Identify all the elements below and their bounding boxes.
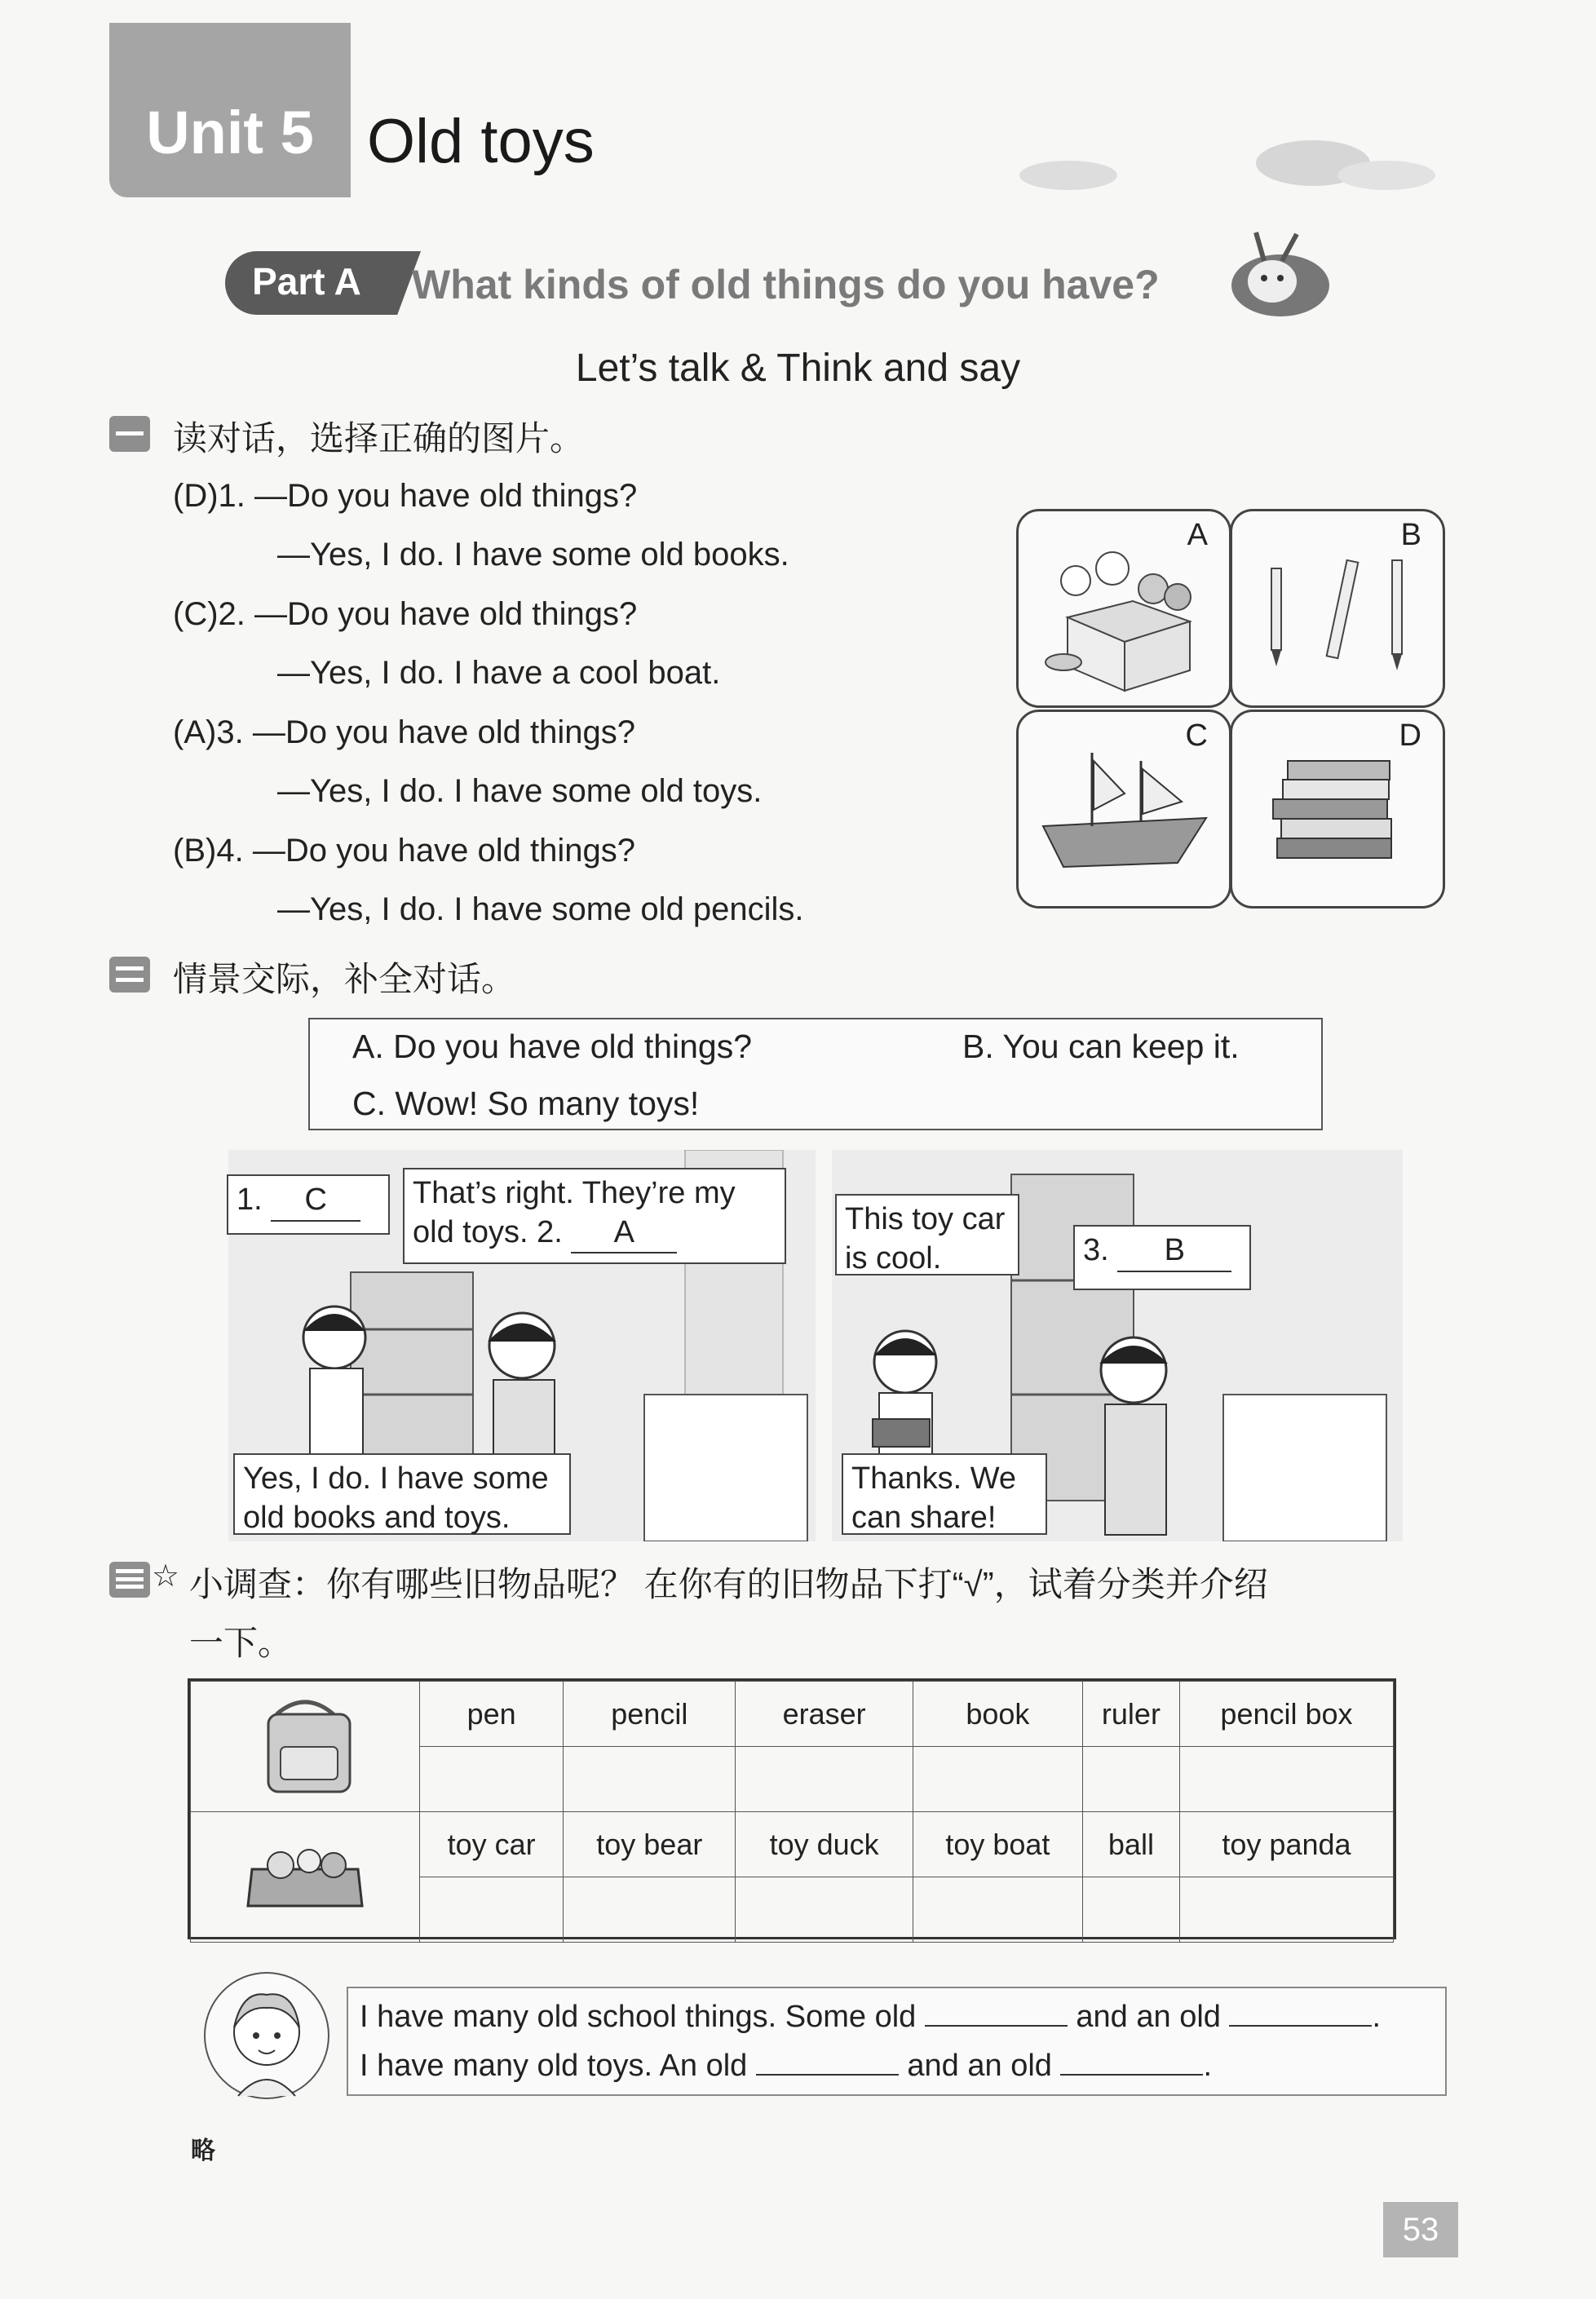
answer-note: 略 (191, 2138, 215, 2164)
check-cell[interactable] (564, 1877, 736, 1943)
bubble-3: This toy car is cool. (835, 1194, 1019, 1276)
self-intro-box (347, 1987, 1447, 2096)
bubble-4-answer: B (1117, 1231, 1231, 1272)
toy-item-toy-duck: toy duck (736, 1812, 913, 1877)
section-three-instruction-2: 一下。 (189, 1624, 293, 1662)
child-face-icon (206, 1974, 328, 2098)
option-b: B. You can keep it. (962, 1028, 1240, 1065)
picture-a-letter: A (1187, 518, 1208, 552)
toy-item-toy-panda: toy panda (1179, 1812, 1393, 1877)
blank-input[interactable] (1060, 2049, 1203, 2076)
question-1-text: —Do you have old things? (254, 478, 638, 514)
intro-line-2: I have many old toys. An old and an old . (360, 2049, 1213, 2083)
bubble-2 (403, 1168, 786, 1264)
part-a-label: Part A (252, 260, 361, 303)
options-box (308, 1018, 1323, 1130)
check-cell[interactable] (736, 1747, 913, 1812)
reply-1: —Yes, I do. I have some old books. (277, 537, 789, 573)
bubble-2-line2: old toys. 2. (413, 1214, 563, 1249)
toy-box-icon (240, 1833, 370, 1914)
toy-item-toy-boat: toy boat (913, 1812, 1082, 1877)
question-2-text: —Do you have old things? (254, 596, 638, 632)
check-cell[interactable] (1179, 1877, 1393, 1943)
bubble-2-answer: A (571, 1214, 677, 1254)
question-3-line: (A)3. —Do you have old things? (173, 714, 636, 750)
reply-3: —Yes, I do. I have some old toys. (277, 773, 763, 809)
unit-label: Unit 5 (146, 99, 314, 166)
check-cell[interactable] (913, 1747, 1082, 1812)
bubble-1: 1. C (227, 1174, 390, 1235)
cloud-decoration (962, 122, 1452, 196)
section-three-instruction-1: 小调查：你有哪些旧物品呢？ 在你有的旧物品下打“√”，试着分类并介绍 (189, 1565, 1268, 1603)
option-c: C. Wow! So many toys! (352, 1085, 700, 1122)
school-bag-cell (191, 1682, 420, 1812)
unit-title: Old toys (367, 107, 595, 176)
question-2-line: (C)2. —Do you have old things? (173, 596, 638, 632)
check-cell[interactable] (420, 1877, 564, 1943)
picture-d-letter: D (1399, 718, 1421, 753)
answer-2: C (183, 596, 208, 632)
page-number: 53 (1383, 2202, 1458, 2257)
answer-1: D (183, 478, 208, 514)
question-3-text: —Do you have old things? (252, 714, 636, 750)
bubble-2-line1: That’s right. They’re my (413, 1176, 736, 1210)
toy-item-toy-car: toy car (420, 1812, 564, 1877)
school-item-pen: pen (420, 1682, 564, 1747)
question-4-line: (B)4. —Do you have old things? (173, 833, 636, 869)
section-one-icon (109, 416, 150, 452)
reply-4: —Yes, I do. I have some old pencils. (277, 891, 804, 927)
bubble-5: Yes, I do. I have some old books and toys. (233, 1453, 571, 1535)
school-item-pencil-box: pencil box (1179, 1682, 1393, 1747)
picture-c-letter: C (1185, 718, 1208, 753)
bubble-6: Thanks. We can share! (842, 1453, 1047, 1535)
toy-item-toy-bear: toy bear (564, 1812, 736, 1877)
school-item-pencil: pencil (564, 1682, 736, 1747)
school-item-eraser: eraser (736, 1682, 913, 1747)
toy-box-cell (191, 1812, 420, 1943)
option-a: A. Do you have old things? (352, 1028, 753, 1065)
mascot-icon (1207, 224, 1346, 322)
child-avatar (204, 1972, 329, 2099)
survey-table (188, 1678, 1396, 1939)
toy-item-ball: ball (1082, 1812, 1179, 1877)
check-cell[interactable] (913, 1877, 1082, 1943)
picture-b (1230, 509, 1445, 708)
question-4-text: —Do you have old things? (252, 833, 636, 869)
check-cell[interactable] (420, 1747, 564, 1812)
answer-3: A (183, 714, 206, 750)
picture-d (1230, 710, 1445, 909)
check-cell[interactable] (1082, 1747, 1179, 1812)
check-cell[interactable] (736, 1877, 913, 1943)
star-icon: ☆ (152, 1559, 180, 1594)
bubble-4: 3. B (1073, 1225, 1251, 1290)
check-cell[interactable] (1082, 1877, 1179, 1943)
section-two-instruction: 情景交际，补全对话。 (173, 960, 516, 998)
bubble-1-answer: C (271, 1181, 360, 1222)
part-question: What kinds of old things do you have? (412, 262, 1160, 307)
check-cell[interactable] (564, 1747, 736, 1812)
school-bag-icon (244, 1690, 366, 1796)
school-item-book: book (913, 1682, 1082, 1747)
section-one-instruction: 读对话，选择正确的图片。 (173, 419, 585, 458)
blank-input[interactable] (756, 2049, 899, 2076)
intro-line-1: I have many old school things. Some old and an old . (360, 2000, 1382, 2034)
picture-b-letter: B (1400, 518, 1421, 552)
answer-4: B (183, 833, 206, 869)
blank-input[interactable] (925, 2001, 1068, 2027)
reply-2: —Yes, I do. I have a cool boat. (277, 655, 721, 691)
section-two-icon (109, 957, 150, 993)
picture-c (1016, 710, 1231, 909)
section-three-icon (109, 1562, 150, 1598)
lesson-subtitle: Let’s talk & Think and say (575, 347, 1021, 390)
picture-a (1016, 509, 1231, 708)
school-item-ruler: ruler (1082, 1682, 1179, 1747)
blank-input[interactable] (1229, 2001, 1372, 2027)
check-cell[interactable] (1179, 1747, 1393, 1812)
question-1-line: (D)1. —Do you have old things? (173, 478, 638, 514)
